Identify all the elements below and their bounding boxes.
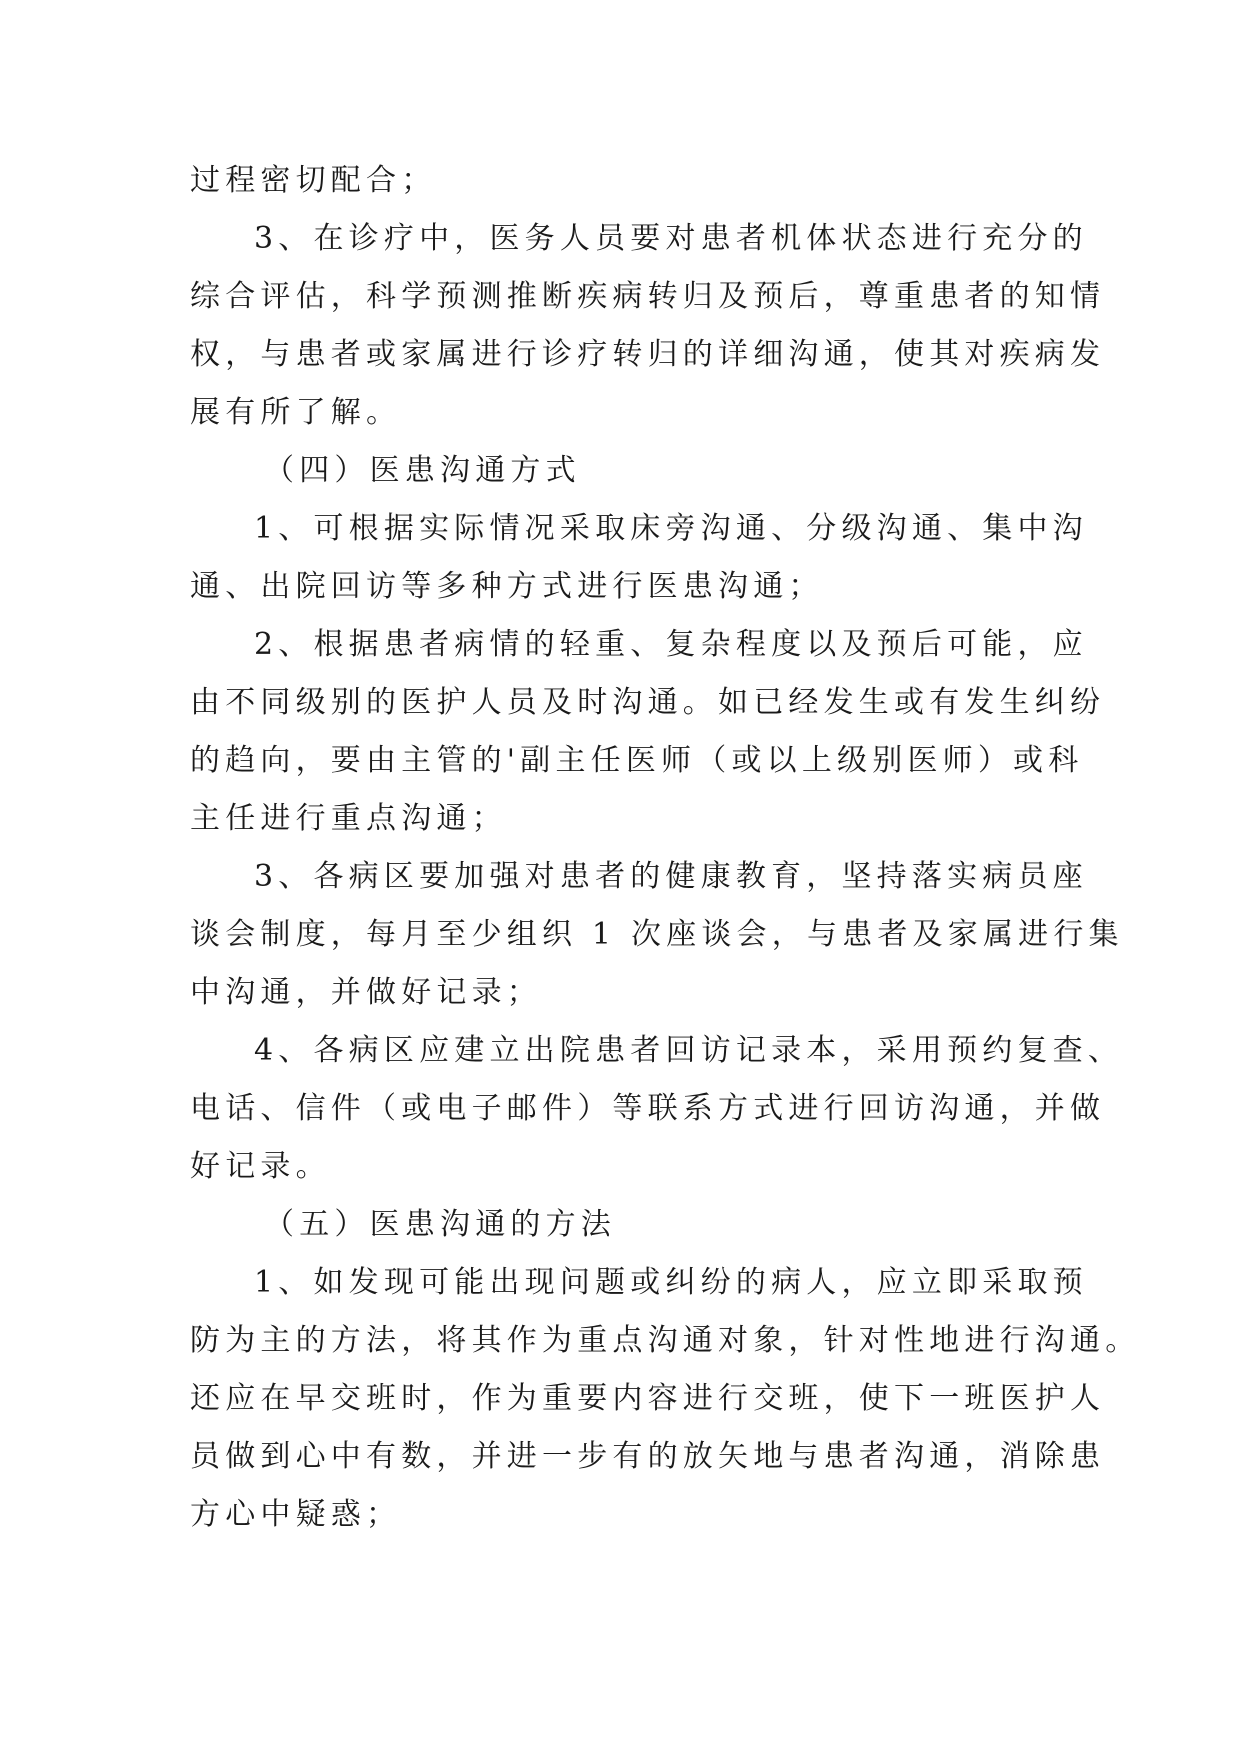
paragraph-line: 好记录。 (190, 1149, 331, 1184)
paragraph-line: 过程密切配合； (190, 163, 437, 198)
paragraph-line: 方心中疑惑； (190, 1497, 402, 1532)
paragraph-line: 通、出院回访等多种方式进行医患沟通； (190, 569, 824, 604)
paragraph-line: 防为主的方法，将其作为重点沟通对象，针对性地进行沟通。 (190, 1323, 1141, 1358)
paragraph-line: 由不同级别的医护人员及时沟通。如已经发生或有发生纠纷 (190, 685, 1106, 720)
paragraph-line: 员做到心中有数，并进一步有的放矢地与患者沟通，消除患 (190, 1439, 1106, 1474)
paragraph-line: 综合评估，科学预测推断疾病转归及预后，尊重患者的知情 (190, 279, 1106, 314)
paragraph-line: 中沟通，并做好记录； (190, 975, 542, 1010)
paragraph-line: 展有所了解。 (190, 395, 402, 430)
paragraph-line: 还应在早交班时，作为重要内容进行交班，使下一班医护人 (190, 1381, 1106, 1416)
paragraph-line: 2、根据患者病情的轻重、复杂程度以及预后可能，应 (254, 627, 1088, 662)
paragraph-line: 1、如发现可能出现问题或纠纷的病人，应立即采取预 (254, 1265, 1088, 1300)
paragraph-line: 主任进行重点沟通； (190, 801, 507, 836)
paragraph-line: 4、各病区应建立出院患者回访记录本，采用预约复查、 (254, 1033, 1124, 1068)
paragraph-line: 电话、信件（或电子邮件）等联系方式进行回访沟通，并做 (190, 1091, 1106, 1126)
section-heading: （五）医患沟通的方法 (264, 1207, 616, 1242)
paragraph-line: 3、各病区要加强对患者的健康教育，坚持落实病员座 (254, 859, 1088, 894)
paragraph-line: 谈会制度，每月至少组织 1 次座谈会，与患者及家属进行集 (190, 917, 1124, 952)
paragraph-line: 权，与患者或家属进行诊疗转归的详细沟通，使其对疾病发 (190, 337, 1106, 372)
document-body (190, 152, 1141, 1544)
paragraph-line: 1、可根据实际情况采取床旁沟通、分级沟通、集中沟 (254, 511, 1088, 546)
paragraph-line: 3、在诊疗中，医务人员要对患者机体状态进行充分的 (254, 221, 1088, 256)
paragraph-line: 的趋向，要由主管的'副主任医师（或以上级别医师）或科 (190, 743, 1084, 778)
section-heading: （四）医患沟通方式 (264, 453, 581, 488)
